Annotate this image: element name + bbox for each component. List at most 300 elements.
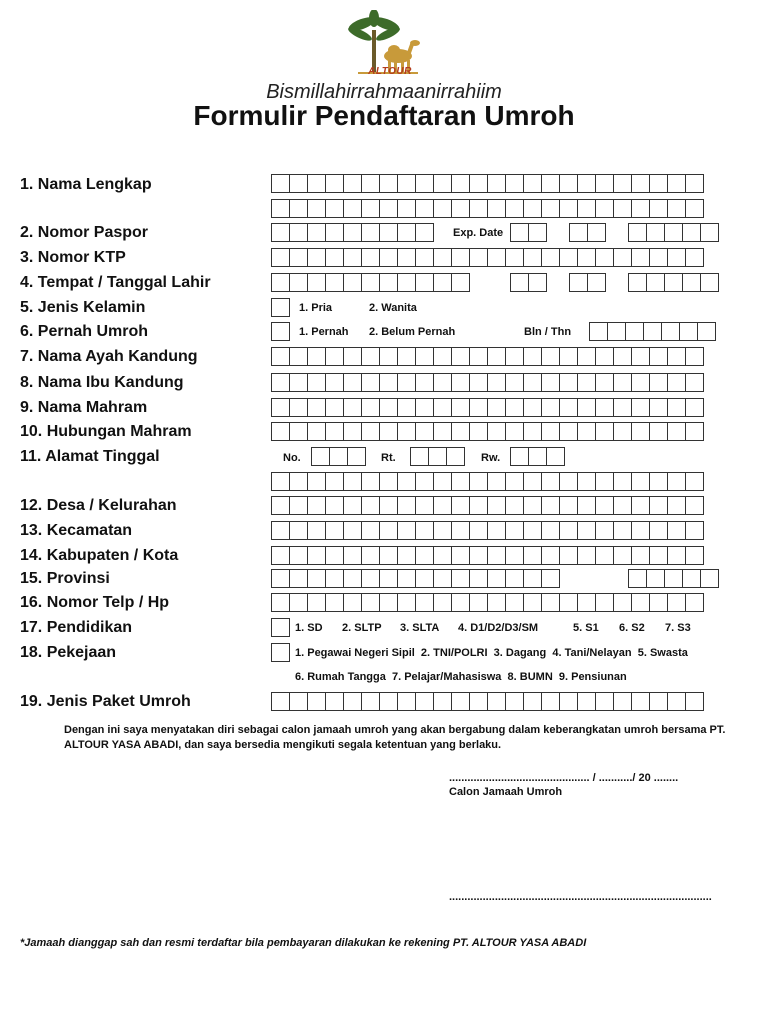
box-cell[interactable] bbox=[505, 174, 523, 193]
box-cell[interactable] bbox=[505, 422, 523, 441]
box-cell[interactable] bbox=[379, 373, 397, 392]
box-cell[interactable] bbox=[469, 347, 487, 366]
box-cell[interactable] bbox=[325, 496, 343, 515]
box-cell[interactable] bbox=[523, 398, 541, 417]
box-cell[interactable] bbox=[559, 472, 577, 491]
box-cell[interactable] bbox=[469, 199, 487, 218]
box-cell[interactable] bbox=[541, 692, 559, 711]
box-cell[interactable] bbox=[325, 521, 343, 540]
box-cell[interactable] bbox=[613, 199, 631, 218]
box-cell[interactable] bbox=[664, 569, 682, 588]
box-cell[interactable] bbox=[528, 273, 547, 292]
box-cell[interactable] bbox=[451, 199, 469, 218]
box-cell[interactable] bbox=[546, 447, 565, 466]
box-cell[interactable] bbox=[325, 472, 343, 491]
box-cell[interactable] bbox=[631, 496, 649, 515]
input-nama-mahram[interactable] bbox=[271, 398, 704, 417]
box-cell[interactable] bbox=[631, 593, 649, 612]
input-desa-kelurahan[interactable] bbox=[271, 496, 704, 515]
box-cell[interactable] bbox=[631, 398, 649, 417]
box-cell[interactable] bbox=[523, 373, 541, 392]
box-cell[interactable] bbox=[685, 521, 704, 540]
box-cell[interactable] bbox=[628, 569, 646, 588]
box-cell[interactable] bbox=[469, 593, 487, 612]
box-cell[interactable] bbox=[589, 322, 607, 341]
box-cell[interactable] bbox=[587, 273, 606, 292]
box-cell[interactable] bbox=[649, 398, 667, 417]
box-cell[interactable] bbox=[613, 692, 631, 711]
box-cell[interactable] bbox=[415, 223, 434, 242]
box-cell[interactable] bbox=[541, 248, 559, 267]
box-cell[interactable] bbox=[559, 593, 577, 612]
box-cell[interactable] bbox=[289, 472, 307, 491]
box-cell[interactable] bbox=[343, 472, 361, 491]
box-cell[interactable] bbox=[410, 447, 428, 466]
box-cell[interactable] bbox=[523, 521, 541, 540]
box-cell[interactable] bbox=[361, 223, 379, 242]
box-cell[interactable] bbox=[397, 223, 415, 242]
box-cell[interactable] bbox=[595, 422, 613, 441]
box-cell[interactable] bbox=[307, 347, 325, 366]
box-cell[interactable] bbox=[433, 422, 451, 441]
box-cell[interactable] bbox=[505, 569, 523, 588]
box-cell[interactable] bbox=[397, 546, 415, 565]
box-cell[interactable] bbox=[613, 174, 631, 193]
box-cell[interactable] bbox=[415, 273, 433, 292]
box-cell[interactable] bbox=[661, 322, 679, 341]
box-cell[interactable] bbox=[505, 593, 523, 612]
box-cell[interactable] bbox=[415, 174, 433, 193]
box-cell[interactable] bbox=[397, 248, 415, 267]
box-cell[interactable] bbox=[613, 422, 631, 441]
box-cell[interactable] bbox=[343, 273, 361, 292]
box-cell[interactable] bbox=[577, 199, 595, 218]
box-cell[interactable] bbox=[361, 422, 379, 441]
box-cell[interactable] bbox=[541, 174, 559, 193]
box-cell[interactable] bbox=[469, 472, 487, 491]
box-cell[interactable] bbox=[415, 199, 433, 218]
box-cell[interactable] bbox=[379, 593, 397, 612]
box-cell[interactable] bbox=[595, 496, 613, 515]
box-cell[interactable] bbox=[505, 521, 523, 540]
box-cell[interactable] bbox=[343, 521, 361, 540]
box-cell[interactable] bbox=[667, 248, 685, 267]
box-cell[interactable] bbox=[307, 174, 325, 193]
box-cell[interactable] bbox=[613, 521, 631, 540]
box-cell[interactable] bbox=[577, 422, 595, 441]
box-cell[interactable] bbox=[646, 569, 664, 588]
box-cell[interactable] bbox=[667, 398, 685, 417]
checkbox-pekerjaan[interactable] bbox=[271, 643, 290, 662]
box-cell[interactable] bbox=[343, 496, 361, 515]
box-cell[interactable] bbox=[433, 273, 451, 292]
box-cell[interactable] bbox=[361, 521, 379, 540]
box-cell[interactable] bbox=[451, 248, 469, 267]
box-cell[interactable] bbox=[613, 496, 631, 515]
box-cell[interactable] bbox=[361, 347, 379, 366]
box-cell[interactable] bbox=[271, 273, 289, 292]
box-cell[interactable] bbox=[469, 373, 487, 392]
box-cell[interactable] bbox=[343, 347, 361, 366]
box-cell[interactable] bbox=[559, 521, 577, 540]
box-cell[interactable] bbox=[541, 347, 559, 366]
box-cell[interactable] bbox=[361, 273, 379, 292]
box-cell[interactable] bbox=[505, 472, 523, 491]
box-cell[interactable] bbox=[451, 496, 469, 515]
box-cell[interactable] bbox=[343, 174, 361, 193]
input-lahir-dd[interactable] bbox=[510, 273, 547, 292]
box-cell[interactable] bbox=[415, 569, 433, 588]
box-cell[interactable] bbox=[271, 248, 289, 267]
box-cell[interactable] bbox=[379, 521, 397, 540]
box-cell[interactable] bbox=[289, 347, 307, 366]
box-cell[interactable] bbox=[379, 199, 397, 218]
box-cell[interactable] bbox=[613, 593, 631, 612]
box-cell[interactable] bbox=[325, 174, 343, 193]
box-cell[interactable] bbox=[469, 692, 487, 711]
box-cell[interactable] bbox=[569, 273, 587, 292]
box-cell[interactable] bbox=[271, 593, 289, 612]
box-cell[interactable] bbox=[433, 398, 451, 417]
box-cell[interactable] bbox=[451, 398, 469, 417]
box-cell[interactable] bbox=[523, 472, 541, 491]
box-cell[interactable] bbox=[289, 546, 307, 565]
box-cell[interactable] bbox=[523, 174, 541, 193]
box-cell[interactable] bbox=[685, 472, 704, 491]
box-cell[interactable] bbox=[667, 347, 685, 366]
box-cell[interactable] bbox=[541, 593, 559, 612]
box-cell[interactable] bbox=[487, 398, 505, 417]
box-cell[interactable] bbox=[646, 223, 664, 242]
box-cell[interactable] bbox=[307, 593, 325, 612]
box-cell[interactable] bbox=[451, 593, 469, 612]
box-cell[interactable] bbox=[541, 422, 559, 441]
box-cell[interactable] bbox=[271, 422, 289, 441]
box-cell[interactable] bbox=[631, 199, 649, 218]
box-cell[interactable] bbox=[271, 472, 289, 491]
box-cell[interactable] bbox=[487, 248, 505, 267]
box-cell[interactable] bbox=[289, 398, 307, 417]
box-cell[interactable] bbox=[505, 546, 523, 565]
box-cell[interactable] bbox=[649, 174, 667, 193]
box-cell[interactable] bbox=[271, 496, 289, 515]
box-cell[interactable] bbox=[311, 447, 329, 466]
box-cell[interactable] bbox=[559, 373, 577, 392]
box-cell[interactable] bbox=[595, 593, 613, 612]
box-cell[interactable] bbox=[685, 422, 704, 441]
box-cell[interactable] bbox=[361, 496, 379, 515]
box-cell[interactable] bbox=[505, 248, 523, 267]
input-jenis-paket[interactable] bbox=[271, 692, 704, 711]
box-cell[interactable] bbox=[595, 373, 613, 392]
box-cell[interactable] bbox=[271, 174, 289, 193]
box-cell[interactable] bbox=[649, 347, 667, 366]
box-cell[interactable] bbox=[523, 569, 541, 588]
box-cell[interactable] bbox=[649, 472, 667, 491]
input-umroh-bln-thn[interactable] bbox=[589, 322, 716, 341]
box-cell[interactable] bbox=[487, 593, 505, 612]
box-cell[interactable] bbox=[451, 422, 469, 441]
box-cell[interactable] bbox=[428, 447, 446, 466]
box-cell[interactable] bbox=[433, 199, 451, 218]
box-cell[interactable] bbox=[649, 422, 667, 441]
box-cell[interactable] bbox=[664, 223, 682, 242]
box-cell[interactable] bbox=[649, 248, 667, 267]
box-cell[interactable] bbox=[559, 248, 577, 267]
box-cell[interactable] bbox=[487, 569, 505, 588]
box-cell[interactable] bbox=[505, 347, 523, 366]
box-cell[interactable] bbox=[667, 373, 685, 392]
box-cell[interactable] bbox=[433, 496, 451, 515]
box-cell[interactable] bbox=[343, 373, 361, 392]
box-cell[interactable] bbox=[379, 398, 397, 417]
box-cell[interactable] bbox=[487, 174, 505, 193]
box-cell[interactable] bbox=[289, 593, 307, 612]
input-kabupaten-kota[interactable] bbox=[271, 546, 704, 565]
box-cell[interactable] bbox=[271, 398, 289, 417]
box-cell[interactable] bbox=[433, 248, 451, 267]
box-cell[interactable] bbox=[469, 496, 487, 515]
box-cell[interactable] bbox=[379, 496, 397, 515]
box-cell[interactable] bbox=[697, 322, 716, 341]
box-cell[interactable] bbox=[289, 174, 307, 193]
box-cell[interactable] bbox=[685, 398, 704, 417]
box-cell[interactable] bbox=[289, 422, 307, 441]
box-cell[interactable] bbox=[343, 422, 361, 441]
box-cell[interactable] bbox=[325, 347, 343, 366]
box-cell[interactable] bbox=[271, 521, 289, 540]
box-cell[interactable] bbox=[587, 223, 606, 242]
box-cell[interactable] bbox=[631, 692, 649, 711]
box-cell[interactable] bbox=[682, 569, 700, 588]
input-kecamatan[interactable] bbox=[271, 521, 704, 540]
box-cell[interactable] bbox=[523, 248, 541, 267]
input-hubungan-mahram[interactable] bbox=[271, 422, 704, 441]
box-cell[interactable] bbox=[643, 322, 661, 341]
box-cell[interactable] bbox=[415, 496, 433, 515]
box-cell[interactable] bbox=[523, 546, 541, 565]
box-cell[interactable] bbox=[415, 373, 433, 392]
box-cell[interactable] bbox=[446, 447, 465, 466]
box-cell[interactable] bbox=[700, 223, 719, 242]
box-cell[interactable] bbox=[487, 472, 505, 491]
input-nomor-telp[interactable] bbox=[271, 593, 704, 612]
box-cell[interactable] bbox=[577, 521, 595, 540]
box-cell[interactable] bbox=[271, 546, 289, 565]
box-cell[interactable] bbox=[685, 496, 704, 515]
box-cell[interactable] bbox=[577, 373, 595, 392]
box-cell[interactable] bbox=[628, 273, 646, 292]
box-cell[interactable] bbox=[613, 546, 631, 565]
box-cell[interactable] bbox=[361, 692, 379, 711]
box-cell[interactable] bbox=[397, 347, 415, 366]
box-cell[interactable] bbox=[528, 223, 547, 242]
box-cell[interactable] bbox=[577, 248, 595, 267]
box-cell[interactable] bbox=[325, 398, 343, 417]
box-cell[interactable] bbox=[379, 174, 397, 193]
box-cell[interactable] bbox=[361, 546, 379, 565]
box-cell[interactable] bbox=[361, 593, 379, 612]
box-cell[interactable] bbox=[469, 174, 487, 193]
box-cell[interactable] bbox=[289, 248, 307, 267]
box-cell[interactable] bbox=[307, 199, 325, 218]
box-cell[interactable] bbox=[631, 248, 649, 267]
box-cell[interactable] bbox=[569, 223, 587, 242]
box-cell[interactable] bbox=[397, 472, 415, 491]
box-cell[interactable] bbox=[595, 546, 613, 565]
box-cell[interactable] bbox=[361, 373, 379, 392]
box-cell[interactable] bbox=[613, 472, 631, 491]
box-cell[interactable] bbox=[307, 546, 325, 565]
box-cell[interactable] bbox=[667, 496, 685, 515]
checkbox-pernah-umroh[interactable] bbox=[271, 322, 290, 341]
box-cell[interactable] bbox=[397, 593, 415, 612]
box-cell[interactable] bbox=[307, 398, 325, 417]
box-cell[interactable] bbox=[577, 546, 595, 565]
box-cell[interactable] bbox=[433, 569, 451, 588]
box-cell[interactable] bbox=[433, 521, 451, 540]
box-cell[interactable] bbox=[361, 472, 379, 491]
box-cell[interactable] bbox=[667, 472, 685, 491]
box-cell[interactable] bbox=[541, 496, 559, 515]
box-cell[interactable] bbox=[343, 593, 361, 612]
box-cell[interactable] bbox=[415, 422, 433, 441]
box-cell[interactable] bbox=[343, 569, 361, 588]
box-cell[interactable] bbox=[361, 569, 379, 588]
box-cell[interactable] bbox=[559, 422, 577, 441]
box-cell[interactable] bbox=[397, 273, 415, 292]
box-cell[interactable] bbox=[415, 398, 433, 417]
box-cell[interactable] bbox=[271, 373, 289, 392]
box-cell[interactable] bbox=[415, 472, 433, 491]
input-alamat-rw[interactable] bbox=[510, 447, 565, 466]
box-cell[interactable] bbox=[325, 373, 343, 392]
box-cell[interactable] bbox=[397, 422, 415, 441]
box-cell[interactable] bbox=[505, 373, 523, 392]
box-cell[interactable] bbox=[307, 496, 325, 515]
box-cell[interactable] bbox=[505, 692, 523, 711]
box-cell[interactable] bbox=[325, 593, 343, 612]
box-cell[interactable] bbox=[487, 199, 505, 218]
input-nama-ayah[interactable] bbox=[271, 347, 704, 366]
box-cell[interactable] bbox=[415, 692, 433, 711]
box-cell[interactable] bbox=[379, 347, 397, 366]
box-cell[interactable] bbox=[679, 322, 697, 341]
box-cell[interactable] bbox=[541, 398, 559, 417]
box-cell[interactable] bbox=[505, 199, 523, 218]
box-cell[interactable] bbox=[613, 248, 631, 267]
box-cell[interactable] bbox=[505, 398, 523, 417]
box-cell[interactable] bbox=[379, 546, 397, 565]
box-cell[interactable] bbox=[469, 398, 487, 417]
box-cell[interactable] bbox=[577, 496, 595, 515]
box-cell[interactable] bbox=[397, 496, 415, 515]
input-paspor-exp-dd[interactable] bbox=[510, 223, 547, 242]
box-cell[interactable] bbox=[415, 347, 433, 366]
box-cell[interactable] bbox=[307, 373, 325, 392]
box-cell[interactable] bbox=[631, 174, 649, 193]
box-cell[interactable] bbox=[559, 398, 577, 417]
box-cell[interactable] bbox=[577, 174, 595, 193]
box-cell[interactable] bbox=[541, 199, 559, 218]
box-cell[interactable] bbox=[397, 569, 415, 588]
box-cell[interactable] bbox=[347, 447, 366, 466]
box-cell[interactable] bbox=[397, 398, 415, 417]
box-cell[interactable] bbox=[433, 373, 451, 392]
box-cell[interactable] bbox=[541, 472, 559, 491]
input-nomor-ktp[interactable] bbox=[271, 248, 704, 267]
input-provinsi[interactable] bbox=[271, 569, 560, 588]
box-cell[interactable] bbox=[451, 273, 470, 292]
box-cell[interactable] bbox=[361, 174, 379, 193]
box-cell[interactable] bbox=[649, 692, 667, 711]
box-cell[interactable] bbox=[271, 199, 289, 218]
box-cell[interactable] bbox=[307, 521, 325, 540]
box-cell[interactable] bbox=[646, 273, 664, 292]
box-cell[interactable] bbox=[595, 692, 613, 711]
box-cell[interactable] bbox=[361, 248, 379, 267]
box-cell[interactable] bbox=[577, 472, 595, 491]
checkbox-jenis-kelamin[interactable] bbox=[271, 298, 290, 317]
input-paspor-exp-mm[interactable] bbox=[569, 223, 606, 242]
box-cell[interactable] bbox=[415, 521, 433, 540]
box-cell[interactable] bbox=[307, 273, 325, 292]
input-nama-lengkap-2[interactable] bbox=[271, 199, 704, 218]
box-cell[interactable] bbox=[613, 373, 631, 392]
input-kode-pos[interactable] bbox=[628, 569, 719, 588]
box-cell[interactable] bbox=[469, 521, 487, 540]
box-cell[interactable] bbox=[667, 174, 685, 193]
input-paspor-exp-yyyy[interactable] bbox=[628, 223, 719, 242]
box-cell[interactable] bbox=[487, 422, 505, 441]
box-cell[interactable] bbox=[325, 422, 343, 441]
box-cell[interactable] bbox=[379, 273, 397, 292]
box-cell[interactable] bbox=[451, 373, 469, 392]
box-cell[interactable] bbox=[343, 692, 361, 711]
box-cell[interactable] bbox=[505, 496, 523, 515]
box-cell[interactable] bbox=[433, 593, 451, 612]
box-cell[interactable] bbox=[307, 569, 325, 588]
box-cell[interactable] bbox=[271, 569, 289, 588]
box-cell[interactable] bbox=[541, 569, 560, 588]
box-cell[interactable] bbox=[577, 398, 595, 417]
box-cell[interactable] bbox=[397, 373, 415, 392]
box-cell[interactable] bbox=[433, 546, 451, 565]
box-cell[interactable] bbox=[523, 199, 541, 218]
box-cell[interactable] bbox=[667, 546, 685, 565]
box-cell[interactable] bbox=[289, 521, 307, 540]
input-alamat-rt[interactable] bbox=[410, 447, 465, 466]
box-cell[interactable] bbox=[595, 199, 613, 218]
box-cell[interactable] bbox=[379, 248, 397, 267]
box-cell[interactable] bbox=[343, 398, 361, 417]
box-cell[interactable] bbox=[559, 496, 577, 515]
box-cell[interactable] bbox=[613, 398, 631, 417]
box-cell[interactable] bbox=[523, 347, 541, 366]
box-cell[interactable] bbox=[523, 692, 541, 711]
box-cell[interactable] bbox=[541, 546, 559, 565]
box-cell[interactable] bbox=[685, 692, 704, 711]
box-cell[interactable] bbox=[379, 472, 397, 491]
box-cell[interactable] bbox=[523, 496, 541, 515]
box-cell[interactable] bbox=[667, 692, 685, 711]
box-cell[interactable] bbox=[649, 496, 667, 515]
box-cell[interactable] bbox=[523, 593, 541, 612]
box-cell[interactable] bbox=[577, 593, 595, 612]
box-cell[interactable] bbox=[271, 347, 289, 366]
box-cell[interactable] bbox=[469, 546, 487, 565]
input-alamat-no[interactable] bbox=[311, 447, 366, 466]
